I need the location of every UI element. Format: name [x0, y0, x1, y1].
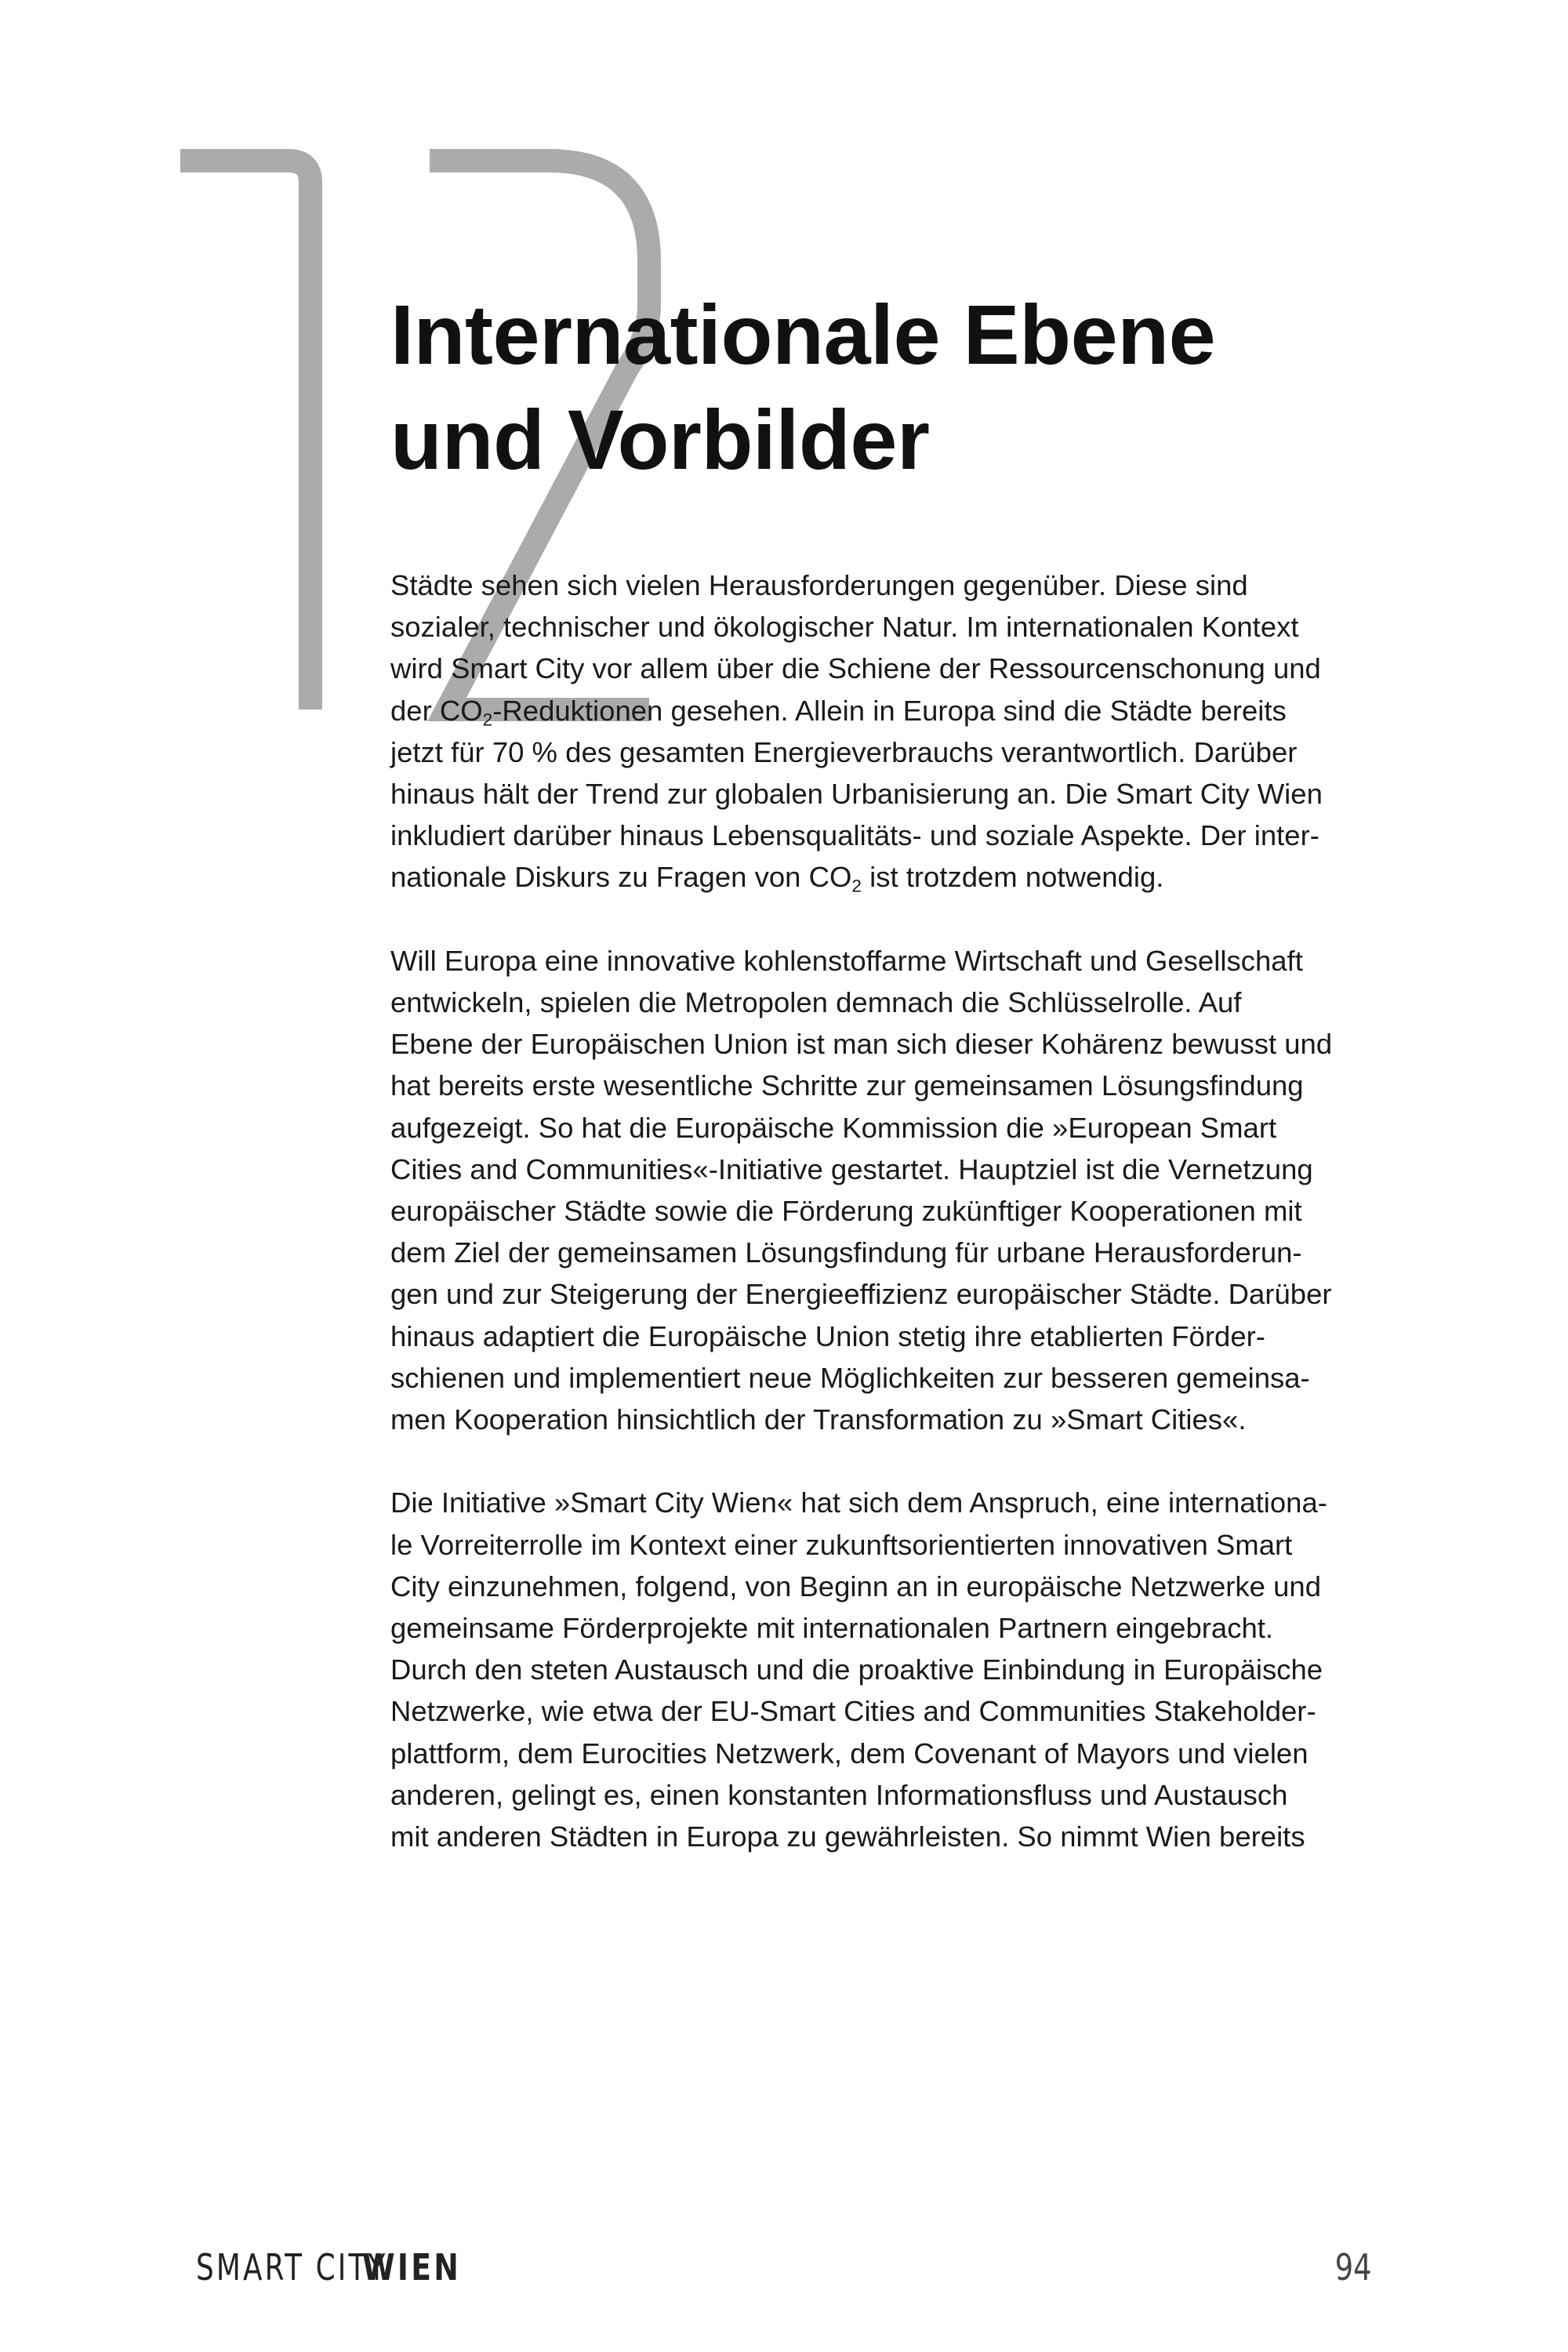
text-line: hinaus adaptiert die Europäische Union stetig ihre etablierten Förder-: [390, 1319, 1265, 1352]
page-title: [390, 282, 1410, 492]
brand-logo: [196, 2244, 483, 2291]
paragraph-2: [390, 940, 1410, 1440]
chapter-digit-one: [180, 161, 310, 710]
text-line: Will Europa eine innovative kohlenstoffarme Wirtschaft und Gesellschaft: [390, 944, 1303, 977]
text-line: le Vorreiterrolle im Kontext einer zukunftsorientierten innovativen Smart: [390, 1528, 1293, 1561]
text-line: inkludiert darüber hinaus Lebensqualitäts- und soziale Aspekte. Der inter-: [390, 819, 1319, 852]
paragraph-3: [390, 1482, 1410, 1857]
page-title-line-1: Internationale Ebene: [390, 287, 1216, 382]
text-line: europäischer Städte sowie die Förderung zukünftiger Kooperationen mit: [390, 1195, 1302, 1228]
text-segment: der CO: [390, 694, 483, 727]
text-line: Städte sehen sich vielen Herausforderungen gegenüber. Diese sind: [390, 569, 1248, 601]
text-line: gen und zur Steigerung der Energieeffizienz europäischer Städte. Darüber: [390, 1278, 1332, 1311]
text-line: mit anderen Städten in Europa zu gewährleisten. So nimmt Wien bereits: [390, 1820, 1305, 1853]
text-line: jetzt für 70 % des gesamten Energieverbrauchs verantwortlich. Darüber: [390, 735, 1298, 768]
text-line: sozialer, technischer und ökologischer Natur. Im internationalen Kontext: [390, 611, 1299, 644]
footer: [196, 2244, 1372, 2291]
text-line: aufgezeigt. So hat die Europäische Kommission die »European Smart: [390, 1111, 1277, 1144]
text-segment: nationale Diskurs zu Fragen von CO: [390, 861, 852, 894]
text-line: Cities and Communities«-Initiative gestartet. Hauptziel ist die Vernetzung: [390, 1152, 1313, 1185]
text-line: City einzunehmen, folgend, von Beginn an in europäische Netzwerke und: [390, 1570, 1321, 1602]
text-line: Ebene der Europäischen Union ist man sich dieser Kohärenz bewusst und: [390, 1028, 1333, 1061]
text-line: [390, 690, 1410, 731]
page-title-line-2: und Vorbilder: [390, 392, 930, 487]
text-line: entwickeln, spielen die Metropolen demnach die Schlüsselrolle. Auf: [390, 986, 1242, 1019]
text-line: Durch den steten Austausch und die proaktive Einbindung in Europäische: [390, 1653, 1323, 1686]
subscript: 2: [482, 709, 493, 729]
text-line: Netzwerke, wie etwa der EU-Smart Cities and Communities Stakeholder-: [390, 1695, 1316, 1728]
text-line: hinaus hält der Trend zur globalen Urbanisierung an. Die Smart City Wien: [390, 778, 1323, 811]
text-line: Die Initiative »Smart City Wien« hat sich dem Anspruch, eine internationa-: [390, 1486, 1327, 1519]
text-line: hat bereits erste wesentliche Schritte zur gemeinsamen Lösungsfindung: [390, 1069, 1304, 1102]
text-segment: ist trotzdem notwendig.: [861, 861, 1164, 894]
text-line: gemeinsame Förderprojekte mit internationalen Partnern eingebracht.: [390, 1612, 1274, 1645]
brand-smart-city: SMART CITY: [196, 2246, 388, 2288]
paragraph-1: [390, 564, 1410, 898]
text-line: schienen und implementiert neue Möglichkeiten zur besseren gemeinsa-: [390, 1361, 1310, 1394]
text-line: plattform, dem Eurocities Netzwerk, dem Covenant of Mayors und vielen: [390, 1737, 1308, 1769]
text-line: dem Ziel der gemeinsamen Lösungsfindung für urbane Herausforderun-: [390, 1236, 1302, 1269]
text-line: [390, 856, 1410, 898]
brand-wien: WIEN: [362, 2246, 462, 2288]
page-number: 94: [1335, 2246, 1372, 2288]
text-line: men Kooperation hinsichtlich der Transformation zu »Smart Cities«.: [390, 1403, 1247, 1436]
body-text: [390, 564, 1410, 1899]
text-line: anderen, gelingt es, einen konstanten Informationsfluss und Austausch: [390, 1778, 1288, 1811]
text-segment: -Reduktionen gesehen. Allein in Europa sind die Städte bereits: [492, 694, 1287, 727]
subscript: 2: [851, 876, 862, 896]
text-line: wird Smart City vor allem über die Schiene der Ressourcenschonung und: [390, 652, 1321, 685]
